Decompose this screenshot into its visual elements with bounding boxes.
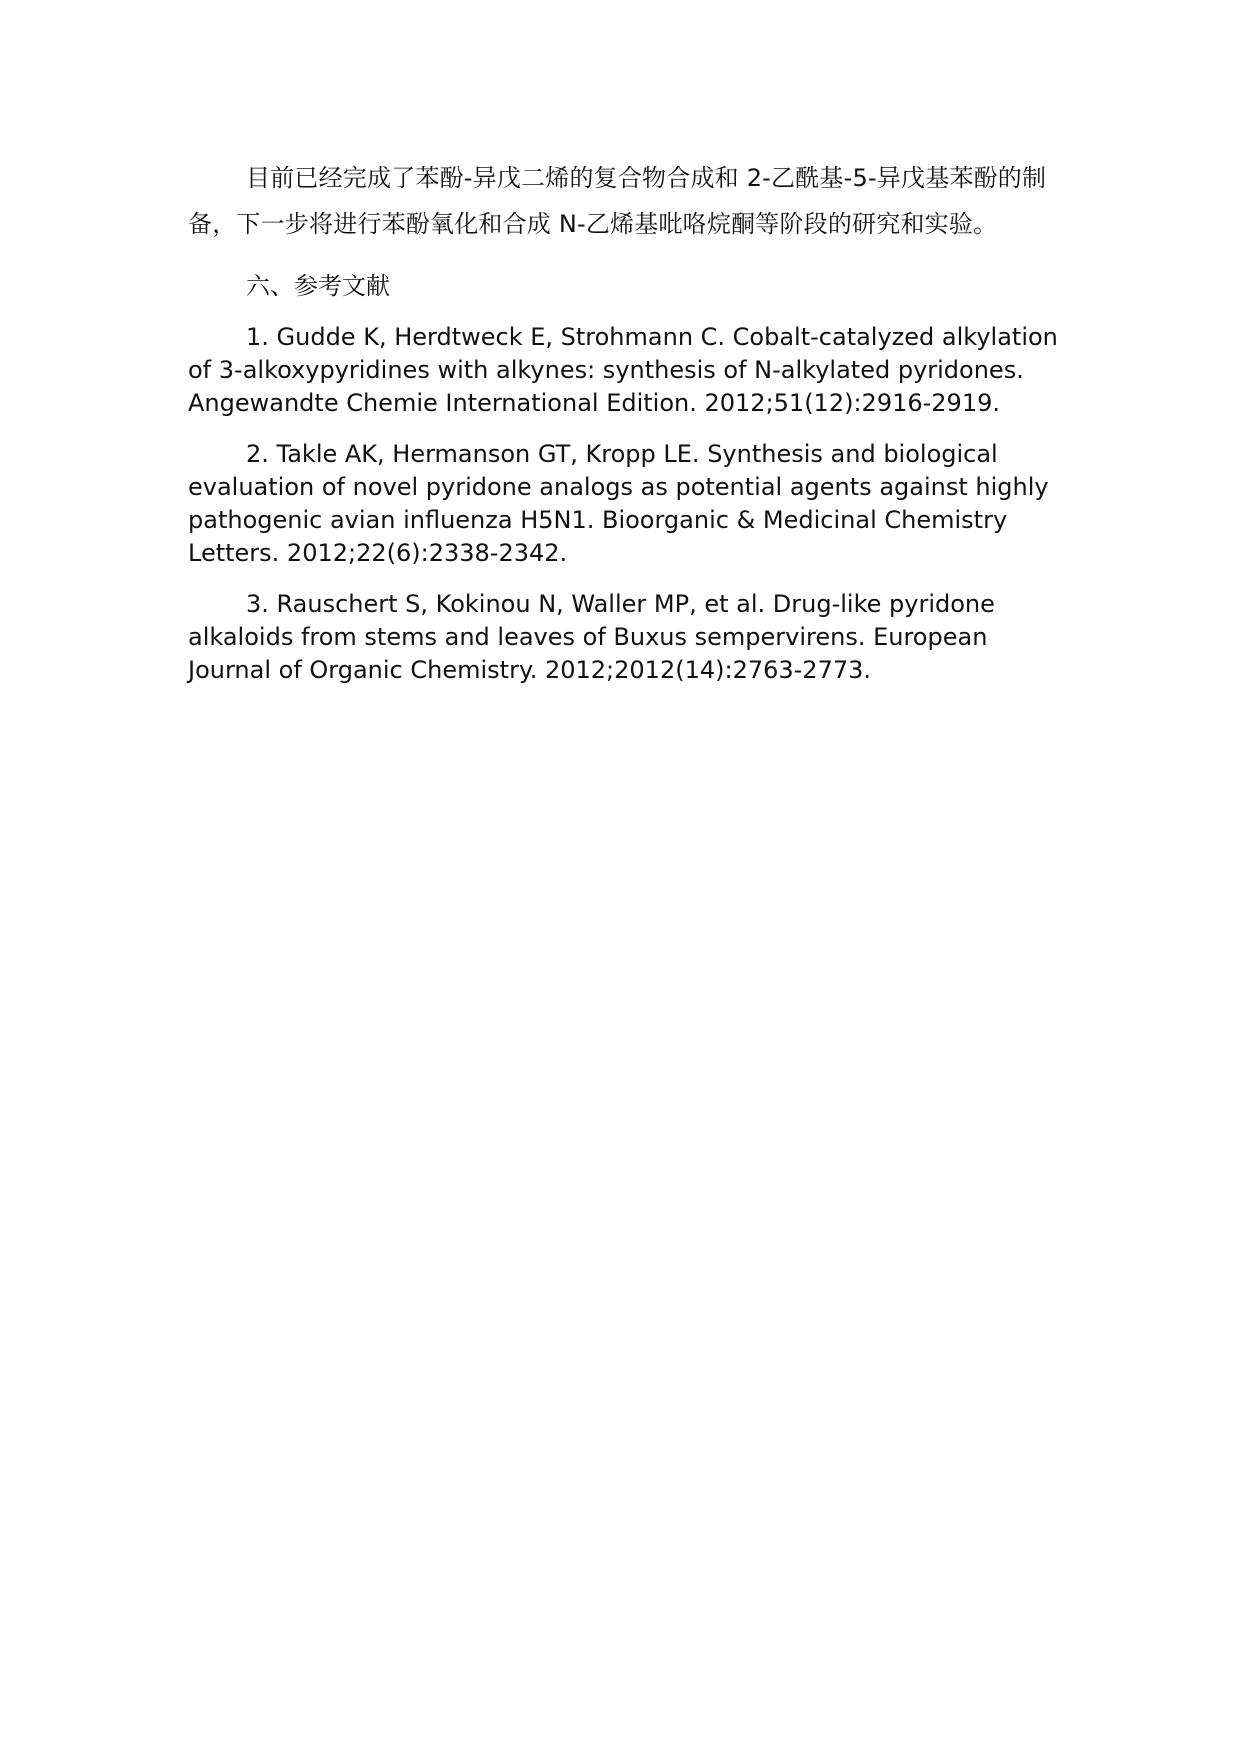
reference-item: 2. Takle AK, Hermanson GT, Kropp LE. Synthesis and biological evaluation of novel pyridone analogs as potential agents against highly pathogenic avian influenza H5N1. Bioorganic & Medicinal Chemistry Letters. 2012;22(6):2338-2342. [188, 440, 1049, 567]
page-content [188, 155, 1058, 705]
references-heading: 六、参考文献 [246, 272, 390, 300]
summary-paragraph: 目前已经完成了苯酚-异戊二烯的复合物合成和 2-乙酰基-5-异戊基苯酚的制备，下一步将进行苯酚氧化和合成 N-乙烯基吡咯烷酮等阶段的研究和实验。 [188, 164, 1047, 238]
reference-item: 1. Gudde K, Herdtweck E, Strohmann C. Cobalt-catalyzed alkylation of 3-alkoxypyridines with alkynes: synthesis of N-alkylated pyridones. Angewandte Chemie International Edition. 2012;51(12):2916-2919. [188, 323, 1058, 417]
reference-list [188, 321, 1058, 687]
reference-item: 3. Rauschert S, Kokinou N, Waller MP, et al. Drug-like pyridone alkaloids from stems and leaves of Buxus sempervirens. European Journal of Organic Chemistry. 2012;2012(14):2763-2773. [188, 590, 995, 684]
